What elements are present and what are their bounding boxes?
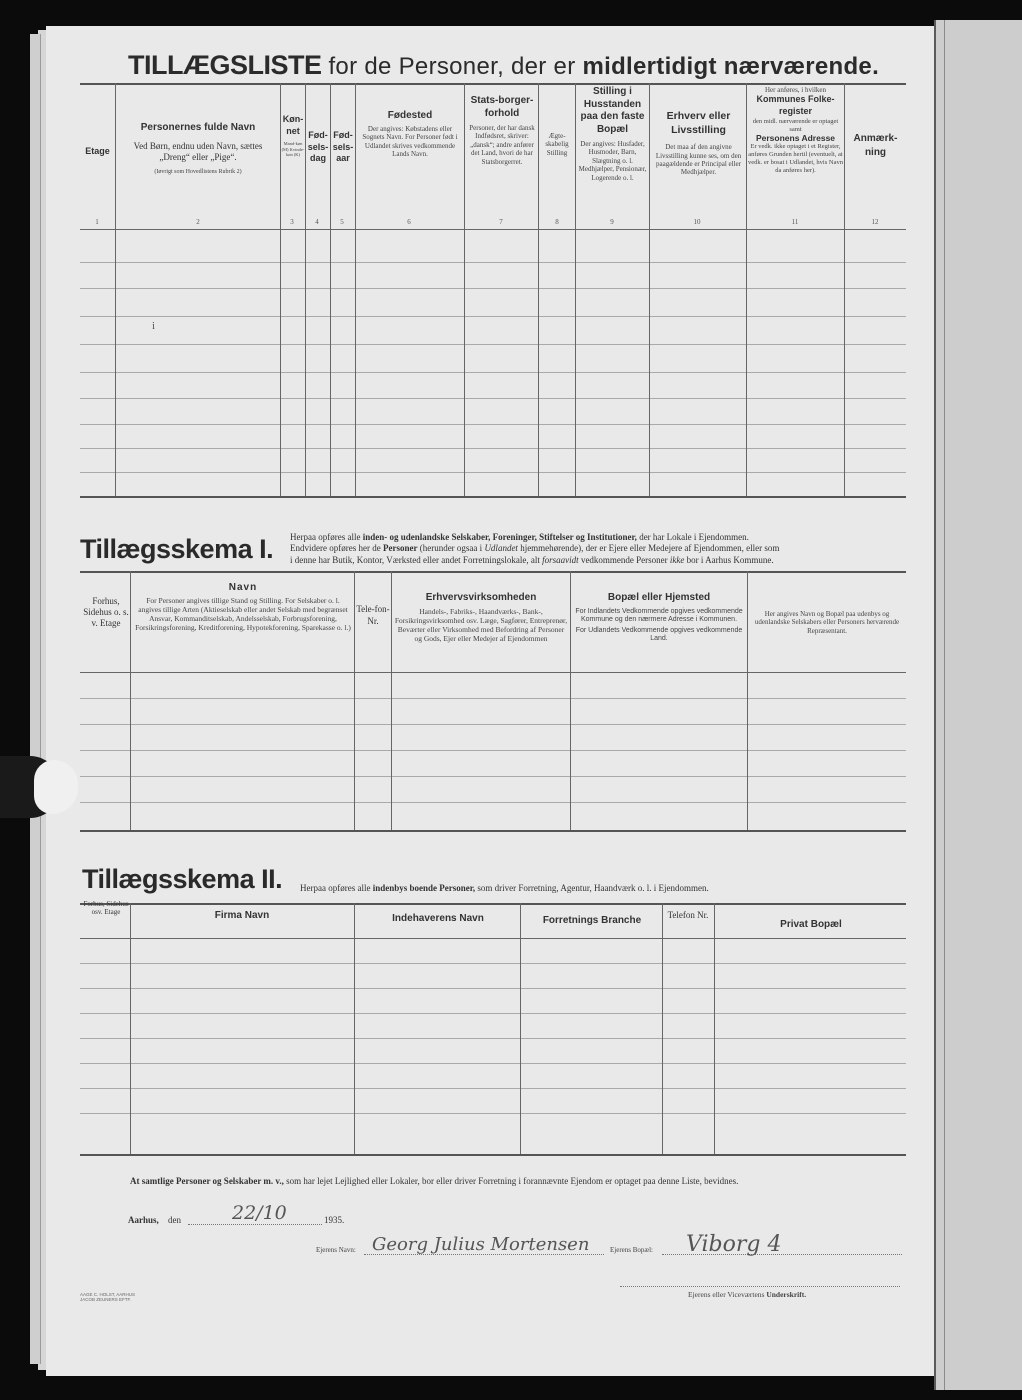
- signature-label: Ejerens eller Viceværtens Underskrift.: [688, 1290, 807, 1299]
- col-num-4: 4: [315, 218, 319, 226]
- col-aegteskab-header: Ægte-skabelig Stilling: [545, 132, 569, 157]
- skema1-title: Tillægsskema I.: [80, 534, 274, 564]
- row-mark: i: [152, 320, 156, 332]
- city-label: Aarhus,: [128, 1215, 159, 1225]
- skema2-col-branche: Forretnings Branche: [542, 915, 642, 926]
- col-navn-header: Personernes fulde Navn Ved Børn, endnu uden Navn, sættes „Dreng“ eller „Pige“. (Iøvrigt som Hovedlistens Rubrik 2): [133, 122, 263, 175]
- col-num-3: 3: [290, 218, 294, 226]
- owner-address-label: Ejerens Bopæl:: [610, 1246, 653, 1254]
- col-num-6: 6: [407, 218, 411, 226]
- col-erhverv-header: Erhverv eller Livsstilling Det maa af den angivne Livsstilling kunne ses, om den paagældende er Principal eller Medhjælper.: [655, 110, 742, 177]
- den-label: den: [168, 1215, 181, 1225]
- col-stilling-header: Stilling i Husstanden paa den faste Bopæl Der angives: Husfader, Husmoder, Barn, Slægtning o. l. Medhjælper, Pensionær, Logerende o. l.: [578, 86, 647, 182]
- col-num-5: 5: [340, 218, 344, 226]
- skema2-title: Tillægsskema II.: [82, 864, 283, 894]
- year-label: 1935.: [324, 1215, 345, 1225]
- title-bold2: midlertidigt nærværende.: [582, 53, 880, 80]
- date-handwritten: 22/10: [232, 1202, 287, 1224]
- col-num-8: 8: [555, 218, 559, 226]
- col-num-7: 7: [499, 218, 503, 226]
- col-num-10: 10: [693, 218, 701, 226]
- skema1-description: Herpaa opføres alle inden- og udenlandske Selskaber, Foreninger, Stiftelser og Institutioner, der har Lokale i Ejendommen. Endvidere opføres her de Personer (herunder ogsaa i Udlandet hjemmehørende), der er Ejere eller Medejere af Ejendommen, eller som i denne har Butik, Kontor, Værksted eller andet Forretningslokale, alt forsaavidt vedkommende Personer ikke bor i Aarhus Kommune.: [290, 532, 780, 565]
- skema1-col-erhverv: Erhvervsvirksomheden Handels-, Fabriks-, Haandværks-, Bank-, Forsikringsvirksomhed osv. Læge, Sagfører, Entreprenør, Beværter eller Virksomhed med Befordring af Personer og Gods, Ejer eller Medejer af Ejendommen: [394, 592, 568, 643]
- skema1-col-repraesentant: Her angives Navn og Bopæl paa udenbys og udenlandske Selskabers eller Personers herværende Repræsentant.: [754, 610, 900, 635]
- finger-holding-page: [0, 756, 80, 818]
- col-folkeregister-header: Her anføres, i hvilken Kommunes Folke-register den midl. nærværende er optaget samt Personens Adresse Er vedk. ikke optaget i et Register, anføres Grunden hertil (eventuelt, at vedk. er bosat i Udlandet, hvis Navn da anføres her).: [748, 86, 843, 174]
- col-num-9: 9: [610, 218, 614, 226]
- col-etage-header: Etage: [85, 146, 110, 156]
- owner-name-handwritten: Georg Julius Mortensen: [372, 1234, 590, 1255]
- skema2-col-firma: Firma Navn: [214, 910, 270, 921]
- skema2-col-telefon: Telefon Nr.: [667, 910, 709, 920]
- skema2-col-etage: Forhus, Sidehus osv. Etage: [83, 900, 129, 917]
- page-title: [128, 50, 879, 81]
- page-edge-left-2: [30, 34, 41, 1364]
- adjacent-page: [934, 20, 1022, 1390]
- printer-mark: AAGE C. HOLST, AARHUS JACOB ZEUNERS EFTF.: [80, 1292, 136, 1303]
- title-mid: for de Personer, der er: [328, 53, 576, 80]
- owner-address-handwritten: Viborg 4: [686, 1232, 782, 1257]
- col-statsborger-header: Stats-borger-forhold Personer, der har dansk Indfødsret, skriver: „dansk“; andre anfører det Land, hvori de har Statsborgerret.: [469, 95, 535, 166]
- col-fodselsaar-header: Fød-sels-aar: [332, 130, 354, 164]
- skema1-col-telefon: Tele-fon-Nr.: [356, 604, 390, 626]
- col-kon-header: Køn-net Mand-køn (M) Kvinde-køn (K): [281, 114, 305, 157]
- skema1-col-etage: Forhus, Sidehus o. s. v. Etage: [83, 596, 129, 628]
- col-anmaerkning-header: Anmærk-ning: [853, 133, 898, 158]
- skema2-description: Herpaa opføres alle indenbys boende Personer, som driver Forretning, Agentur, Haandværk o. l. i Ejendommen.: [300, 883, 709, 893]
- skema1-col-navn: Navn For Personer angives tillige Stand og Stilling. For Selskaber o. l. angives tillige Arten (Aktieselskab eller andet Selskab med begrænset Ansvar, Kommanditselskab, Andelsselskab, Forbrugsforening, Forsikringsforening, Kreditforening, Hypotekforening, Sparekasse o. l.): [135, 582, 351, 632]
- col-num-2: 2: [196, 218, 200, 226]
- col-num-1: 1: [95, 218, 99, 226]
- col-fodselsdag-header: Fød-sels-dag: [307, 130, 329, 164]
- declaration: At samtlige Personer og Selskaber m. v., som har lejet Lejlighed eller Lokaler, bor eller driver Forretning i forannævnte Ejendom er optaget paa denne Liste, bevidnes.: [130, 1176, 739, 1186]
- col-num-12: 12: [871, 218, 879, 226]
- form-page: [46, 26, 934, 1376]
- col-fodested-header: Fødested Der angives: Købstadens eller Sognets Navn. For Personer født i Udlandet skrives vedkommende Lands Navn.: [362, 110, 458, 159]
- skema2-col-privat-bopael: Privat Bopæl: [780, 919, 842, 930]
- col-num-11: 11: [791, 218, 799, 226]
- skema1-col-bopael: Bopæl eller Hjemsted For Indlandets Vedkommende opgives vedkommende Kommune og den nærmere Adresse i Kommunen. For Udlandets Vedkommende opgives vedkommende Land.: [575, 592, 743, 643]
- owner-name-label: Ejerens Navn:: [316, 1246, 356, 1254]
- title-bold: TILLÆGSLISTE: [128, 50, 322, 80]
- skema2-col-indehaver: Indehaverens Navn: [392, 913, 484, 924]
